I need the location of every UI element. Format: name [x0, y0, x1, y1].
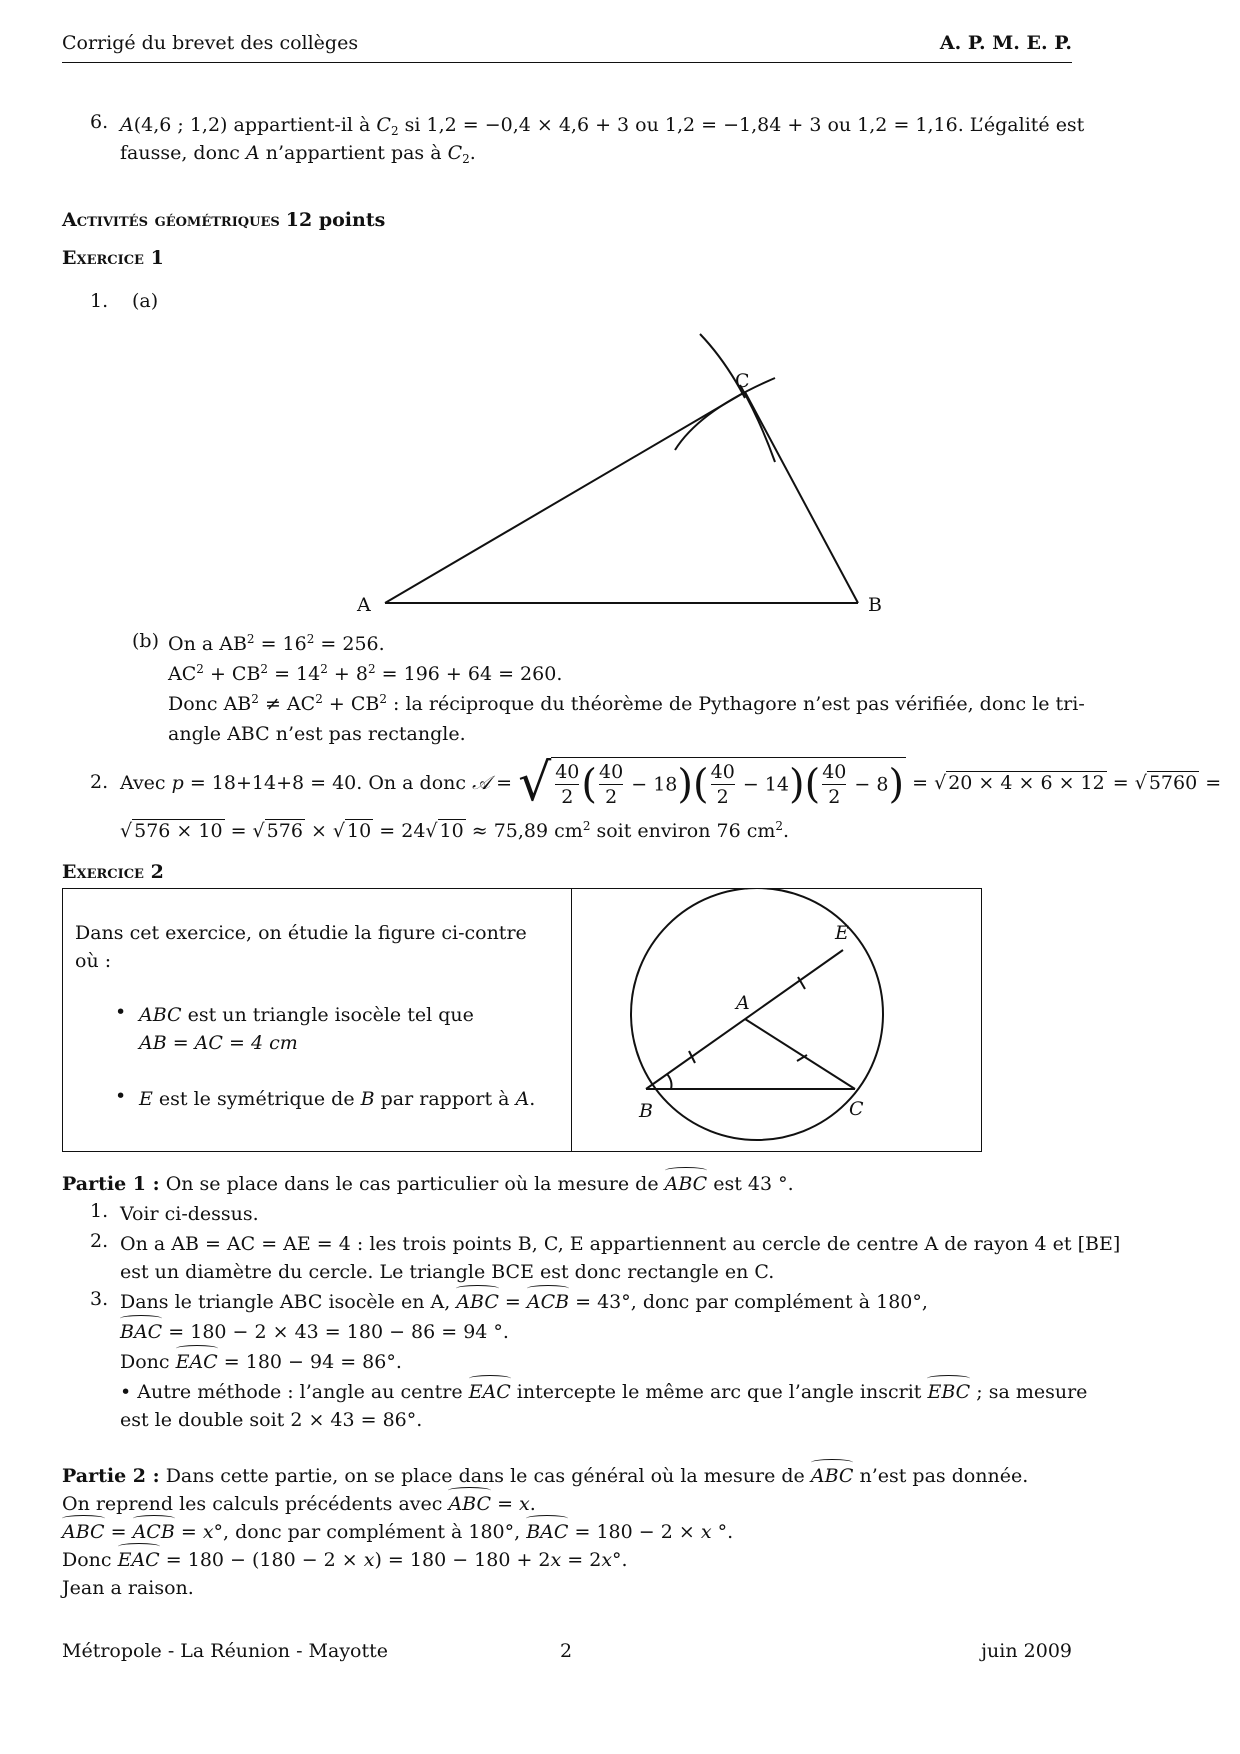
q2-line1: Avec p = 18+14+8 = 40. On a donc 𝒜 = √ $\frac{40}{2}$ ( $\frac{40}{2}$ − 18)( $\frac{40}{2}$ − 14)( $\frac{40}{2}$ − 8) = √ 20 × 4 × 6 × 12 = √ 5760 = — [120, 753, 1222, 813]
bullet-1: • — [115, 1001, 127, 1023]
page-footer — [62, 1640, 1072, 1670]
footer-page-number: 2 — [560, 1640, 573, 1662]
footer-left: Métropole - La Réunion - Mayotte — [62, 1640, 389, 1662]
ex2-box-line2: où : — [75, 950, 112, 972]
partie2-l1: Partie 2 : Dans cette partie, on se place dans le cas général où la mesure de ABC n’est pas donnée. — [62, 1462, 1072, 1490]
segment-be — [646, 950, 843, 1089]
exercise1-title: Exercice 1 — [62, 247, 164, 269]
ex2-box — [62, 888, 982, 1152]
angle-mark-b — [667, 1074, 672, 1089]
partie1: Partie 1 : On se place dans le cas particulier où la mesure de ABC est 43 °. 1. Voir ci-dessus. 2. On a AB = AC = AE = 4 : les trois points B, C, E appartiennent au cercle de centre A de rayon 4 et [BE] est un diamètre du cercle. Le triangle BCE est donc rectangle en C. 3. Dans le triangle ABC isocèle en A, ABC = ACB = 43°, donc par complément à 180°, BAC = 180 − 2 × 43 = 180 − 86 = 94 °. Donc EAC = 180 − 94 = 86°. • Autre méthode : l’angle au centre EAC intercepte le même arc que l’angle inscrit EBC ; sa mesure est le double soit 2 × 43 = 86°. — [62, 1170, 1072, 1450]
ex1-q1-number: 1. — [90, 290, 109, 312]
header-left: Corrigé du brevet des collèges — [62, 32, 359, 54]
q1b-line1: On a $AB^2 = 16^2 = 256$. — [168, 632, 385, 655]
q2-line2: √ 576 × 10 = √ 576 × √ 10 = 24√ 10 ≈ 75,89 $cm^2$ soit environ 76 $cm^2$. — [120, 819, 790, 842]
label-a: A — [736, 992, 750, 1014]
partie1-item3-l2: BAC = 180 − 2 × 43 = 180 − 86 = 94 °. — [120, 1318, 1072, 1346]
partie1-item1: Voir ci-dessus. — [120, 1203, 259, 1225]
partie2-l2: On reprend les calculs précédents avec ABC = x. — [62, 1490, 1072, 1518]
compass-arc-from-a — [675, 378, 775, 450]
triangle-figure — [0, 0, 1240, 640]
item6-line1: A(4,6 ; 1,2) appartient-il à $C_2$ si 1,2 = −0,4 × 4,6 + 3 ou 1,2 = −1,84 + 3 ou 1,2 = 1,16. L’égalité est — [120, 114, 1085, 138]
partie1-item3-l4: • Autre méthode : l’angle au centre EAC intercepte le même arc que l’angle inscrit EBC ; sa mesure — [120, 1378, 1072, 1406]
ex1-q2: 2. Avec p = 18+14+8 = 40. On a donc 𝒜 = √ $\frac{40}{2}$ ( $\frac{40}{2}$ − 18)( $\frac{40}{2}$ − 14)( $\frac{40}{2}$ − 8) = √ 20 × 4 × 6 × 12 = √ 5760 = √ 576 × 10 = √ 576 × √ 10 = 24√ 10 ≈ 75,89 $cm^2$ soit environ 76 $cm^2$. — [62, 755, 1072, 850]
label-c: C — [735, 370, 750, 392]
ex2-box-line1: Dans cet exercice, on étudie la figure ci-contre — [75, 922, 527, 944]
footer-right: juin 2009 — [981, 1640, 1072, 1662]
bullet-2: • — [115, 1085, 127, 1107]
partie1-item3-l5: est le double soit 2 × 43 = 86°. — [120, 1409, 423, 1431]
section-heading: Activités géométriques 12 points — [62, 209, 386, 231]
partie1-item2-l1: On a AB = AC = AE = 4 : les trois points B, C, E appartiennent au cercle de centre A de rayon 4 et [BE] — [120, 1233, 1121, 1255]
item6-line2: fausse, donc A n’appartient pas à $C_2$. — [120, 142, 476, 166]
label-e: E — [835, 922, 849, 944]
partie1-item3-l3: Donc EAC = 180 − 94 = 86°. — [120, 1348, 1072, 1376]
circle-figure — [573, 889, 981, 1151]
header-right: A. P. M. E. P. — [939, 32, 1072, 54]
partie1-item3-l1: Dans le triangle ABC isocèle en A, ABC = ACB = 43°, donc par complément à 180°, — [120, 1288, 1072, 1316]
label-b: B — [868, 594, 882, 616]
label-a: A — [357, 594, 371, 616]
q1b-line4: angle ABC n’est pas rectangle. — [168, 723, 466, 745]
label-c: C — [849, 1098, 864, 1120]
partie1-intro: Partie 1 : On se place dans le cas particulier où la mesure de ABC est 43 °. — [62, 1170, 1072, 1198]
segment-ac — [745, 1019, 855, 1089]
partie2-l3: ABC = ACB = x°, donc par complément à 180°, BAC = 180 − 2 × x °. — [62, 1518, 1072, 1546]
q1b-line3: Donc $AB^2 \ne AC^2 + CB^2$ : la réciproque du théorème de Pythagore n’est pas vérifiée, donc le tri- — [168, 692, 1085, 715]
item6-number: 6. — [90, 111, 109, 133]
ex2-bullet1: ABC est un triangle isocèle tel que AB = AC = 4 cm — [139, 1004, 474, 1054]
partie2 — [62, 1462, 1072, 1612]
ex1-q1b: (b) On a $AB^2 = 16^2 = 256$. $AC^2 + CB^2 = 14^2 + 8^2 = 196 + 64 = 260$. Donc $AB^2 \ne AC^2 + CB^2$ : la réciproque du théorème de Pythagore n’est pas vérifiée, donc le tri- angle ABC n’est pas rectangle. — [62, 630, 1072, 750]
partie2-l5: Jean a raison. — [62, 1577, 194, 1599]
partie1-item2-l2: est un diamètre du cercle. Le triangle BCE est donc rectangle en C. — [120, 1261, 775, 1283]
partie2-l4: Donc EAC = 180 − (180 − 2 × x) = 180 − 180 + 2x = 2x°. — [62, 1546, 1072, 1574]
ex2-box-divider — [571, 889, 572, 1151]
ex2-bullet2: E est le symétrique de B par rapport à A. — [139, 1088, 536, 1110]
label-b: B — [639, 1100, 653, 1122]
segment-ac — [385, 392, 745, 603]
exercise2-title: Exercice 2 — [62, 861, 164, 883]
ex1-q1a-label: (a) — [132, 290, 159, 312]
segment-bc — [745, 392, 858, 603]
q1b-line2: $AC^2 + CB^2 = 14^2 + 8^2 = 196 + 64 = 260$. — [168, 662, 563, 685]
